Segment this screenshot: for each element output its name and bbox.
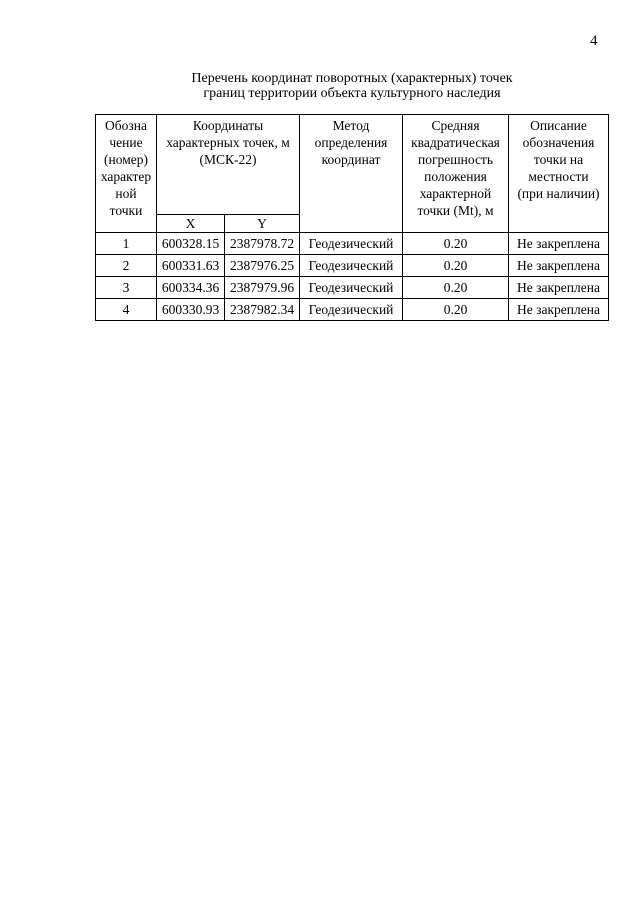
coord-x: 600334.36 bbox=[157, 277, 225, 299]
title-line-2: границ территории объекта культурного наследия bbox=[203, 86, 501, 101]
coord-y: 2387979.96 bbox=[225, 277, 300, 299]
header-designation: Обозна чение (номер) характер ной точки bbox=[96, 115, 157, 233]
coordinates-table bbox=[95, 114, 609, 321]
coord-x: 600331.63 bbox=[157, 255, 225, 277]
error-value: 0.20 bbox=[403, 255, 509, 277]
table-row bbox=[96, 277, 609, 299]
description: Не закреплена bbox=[509, 277, 609, 299]
page-number: 4 bbox=[590, 33, 598, 49]
method: Геодезический bbox=[300, 299, 403, 321]
header-method: Метод определения координат bbox=[300, 115, 403, 233]
method: Геодезический bbox=[300, 277, 403, 299]
coord-x: 600328.15 bbox=[157, 233, 225, 255]
point-number: 4 bbox=[96, 299, 157, 321]
header-coordinates: Координаты характерных точек, м (МСК-22) bbox=[157, 115, 300, 215]
title-line-1: Перечень координат поворотных (характерных) точек bbox=[191, 71, 513, 86]
method: Геодезический bbox=[300, 233, 403, 255]
header-error: Средняя квадратическая погрешность положения характерной точки (Mt), м bbox=[403, 115, 509, 233]
error-value: 0.20 bbox=[403, 299, 509, 321]
table-row bbox=[96, 299, 609, 321]
document-title bbox=[96, 71, 608, 101]
coord-y: 2387976.25 bbox=[225, 255, 300, 277]
method: Геодезический bbox=[300, 255, 403, 277]
table-row bbox=[96, 233, 609, 255]
coord-y: 2387982.34 bbox=[225, 299, 300, 321]
header-description: Описание обозначения точки на местности (при наличии) bbox=[509, 115, 609, 233]
table-row bbox=[96, 255, 609, 277]
description: Не закреплена bbox=[509, 255, 609, 277]
point-number: 1 bbox=[96, 233, 157, 255]
point-number: 2 bbox=[96, 255, 157, 277]
point-number: 3 bbox=[96, 277, 157, 299]
error-value: 0.20 bbox=[403, 277, 509, 299]
coord-x: 600330.93 bbox=[157, 299, 225, 321]
error-value: 0.20 bbox=[403, 233, 509, 255]
header-x: X bbox=[157, 215, 225, 233]
description: Не закреплена bbox=[509, 233, 609, 255]
header-y: Y bbox=[225, 215, 300, 233]
coord-y: 2387978.72 bbox=[225, 233, 300, 255]
description: Не закреплена bbox=[509, 299, 609, 321]
